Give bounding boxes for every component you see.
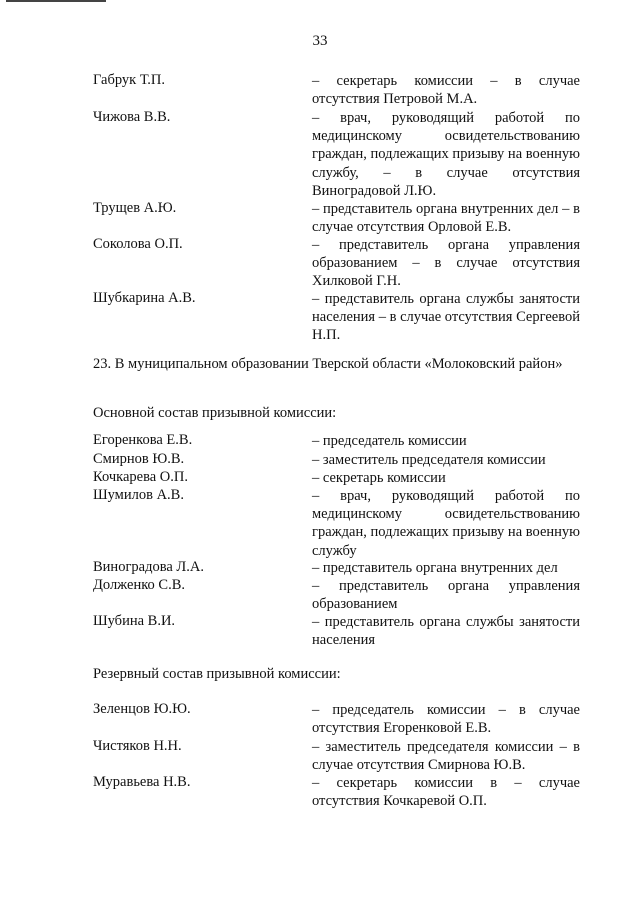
main-composition-heading: Основной состав призывной комиссии: <box>93 405 337 421</box>
member-role: – врач, руководящий работой по медицинскому освидетельствованию граждан, подлежащих призыву на военную службу, – в случае отсутствия Виноградовой Л.Ю. <box>312 110 580 199</box>
member-name: Егоренкова Е.В. <box>93 432 193 448</box>
member-role: – представитель органа службы занятости населения – в случае отсутствия Сергеевой Н.П. <box>312 291 580 344</box>
section-heading: 23. В муниципальном образовании Тверской области «Молоковский район» <box>93 356 563 372</box>
member-role: – представитель органа управления образованием <box>312 578 580 613</box>
member-role: – секретарь комиссии в – случае отсутствия Кочкаревой О.П. <box>312 775 580 810</box>
member-role: – председатель комиссии <box>312 433 467 449</box>
page-number: 33 <box>312 33 328 49</box>
member-name: Кочкарева О.П. <box>93 469 188 485</box>
top-rule <box>6 0 106 2</box>
member-role: – представитель органа управления образованием – в случае отсутствия Хилковой Г.Н. <box>312 237 580 290</box>
member-name: Чистяков Н.Н. <box>93 738 182 754</box>
member-name: Виноградова Л.А. <box>93 559 204 575</box>
member-role: – представитель органа внутренних дел <box>312 560 558 576</box>
member-role: – заместитель председателя комиссии <box>312 452 546 468</box>
member-role: – секретарь комиссии – в случае отсутствия Петровой М.А. <box>312 73 580 108</box>
reserve-composition-heading: Резервный состав призывной комиссии: <box>93 666 341 682</box>
member-name: Муравьева Н.В. <box>93 774 191 790</box>
member-name: Долженко С.В. <box>93 577 185 593</box>
member-role: – заместитель председателя комиссии – в случае отсутствия Смирнова Ю.В. <box>312 739 580 774</box>
member-name: Шубкарина А.В. <box>93 290 196 306</box>
member-role: – представитель органа внутренних дел – в случае отсутствия Орловой Е.В. <box>312 201 580 236</box>
member-role: – врач, руководящий работой по медицинскому освидетельствованию граждан, подлежащих призыву на военную службу <box>312 488 580 559</box>
member-role: – секретарь комиссии <box>312 470 446 486</box>
member-name: Трущев А.Ю. <box>93 200 177 216</box>
member-name: Смирнов Ю.В. <box>93 451 185 467</box>
member-role: – представитель органа службы занятости населения <box>312 614 580 649</box>
member-name: Зеленцов Ю.Ю. <box>93 701 191 717</box>
member-name: Габрук Т.П. <box>93 72 165 88</box>
member-name: Шубина В.И. <box>93 613 176 629</box>
member-name: Чижова В.В. <box>93 109 171 125</box>
member-name: Шумилов А.В. <box>93 487 184 503</box>
member-role: – председатель комиссии – в случае отсутствия Егоренковой Е.В. <box>312 702 580 737</box>
member-name: Соколова О.П. <box>93 236 183 252</box>
